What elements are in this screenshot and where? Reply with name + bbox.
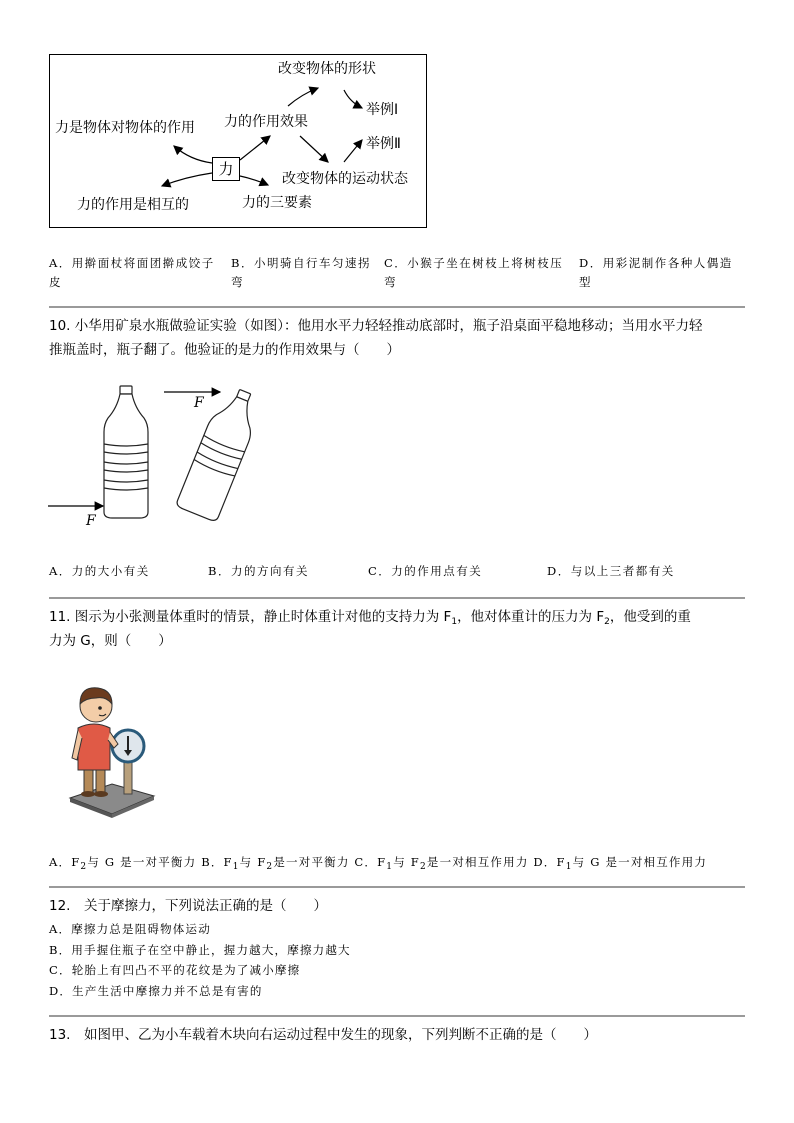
- q12-option-c[interactable]: C．轮胎上有凹凸不平的花纹是为了减小摩擦: [49, 963, 301, 977]
- arrow-to-mutual: [162, 173, 212, 186]
- q10-option-b[interactable]: B．力的方向有关: [208, 564, 309, 578]
- mindmap-change-motion: 改变物体的运动状态: [282, 171, 408, 187]
- q11-options: [49, 852, 707, 877]
- divider: [49, 597, 745, 599]
- q10-option-c[interactable]: C．力的作用点有关: [368, 564, 483, 578]
- arrow-to-effect: [240, 136, 270, 160]
- mindmap-definition: 力是物体对物体的作用: [55, 120, 195, 136]
- divider: [49, 1015, 745, 1017]
- mindmap-example1: 举例Ⅰ: [366, 102, 399, 118]
- q10-option-a[interactable]: A．力的大小有关: [49, 564, 150, 578]
- q11-stem-line1: 11. 图示为小张测量体重时的情景，静止时体重计对他的支持力为 $F_1$，他对体重计的压力为 $F_2$，他受到的重: [49, 609, 691, 627]
- q12-option-a[interactable]: A．摩擦力总是阻碍物体运动: [49, 922, 211, 936]
- q11-option-a[interactable]: A．$F_2$与 G 是一对平衡力: [49, 855, 197, 872]
- q11-option-d[interactable]: D．$F_1$与 G 是一对相互作用力: [533, 855, 708, 872]
- force-label-bottom: F: [86, 513, 96, 529]
- person: [72, 688, 118, 797]
- q12-stem: 12. 关于摩擦力，下列说法正确的是（ ）: [49, 898, 327, 914]
- mindmap-example2: 举例Ⅱ: [366, 136, 401, 152]
- bottles-figure: [40, 378, 270, 538]
- tilted-bottle: [175, 383, 265, 522]
- arrow-to-definition: [174, 146, 212, 163]
- arrow-to-change-motion: [300, 136, 328, 162]
- q11-option-c[interactable]: C．$F_1$与 $F_2$是一对相互作用力: [354, 855, 529, 872]
- q9-option-a[interactable]: A．用擀面杖将面团擀成饺子皮: [49, 256, 215, 289]
- arrow-to-change-shape: [288, 88, 318, 106]
- q9-option-b[interactable]: B．小明骑自行车匀速拐弯: [231, 256, 371, 289]
- scale-person-figure: [66, 684, 156, 824]
- q9-option-c[interactable]: C．小猴子坐在树枝上将树枝压弯: [384, 256, 564, 289]
- q11-stem-line2: 力为 G，则（ ）: [49, 633, 172, 649]
- q9-option-d[interactable]: D．用彩泥制作各种人偶造型: [579, 256, 733, 289]
- q12-option-b[interactable]: B．用手握住瓶子在空中静止，握力越大，摩擦力越大: [49, 943, 351, 957]
- mindmap-three-elements: 力的三要素: [242, 195, 312, 211]
- force-label-top: F: [194, 395, 204, 411]
- q13-stem: 13. 如图甲、乙为小车载着木块向右运动过程中发生的现象，下列判断不正确的是（ ）: [49, 1027, 597, 1043]
- scale-base: [70, 784, 154, 814]
- q10-option-d[interactable]: D．与以上三者都有关: [547, 564, 675, 578]
- arrow-to-example2: [344, 140, 362, 162]
- mindmap-change-shape: 改变物体的形状: [278, 61, 376, 77]
- q11-option-b[interactable]: B．$F_1$与 $F_2$是一对平衡力: [201, 855, 350, 872]
- q10-stem-line2: 推瓶盖时，瓶子翻了。他验证的是力的作用效果与（ ）: [49, 342, 400, 358]
- arrow-to-example1: [344, 90, 362, 108]
- upright-bottle: [104, 386, 148, 518]
- q10-stem-line1: 10. 小华用矿泉水瓶做验证实验（如图）：他用水平力轻轻推动底部时，瓶子沿桌面平稳地移动；当用水平力轻: [49, 318, 703, 334]
- mindmap-mutual: 力的作用是相互的: [77, 197, 189, 213]
- mindmap-effect: 力的作用效果: [224, 114, 308, 130]
- arrow-to-three-elements: [240, 176, 268, 185]
- mindmap-center: 力: [212, 157, 240, 181]
- divider: [49, 306, 745, 308]
- divider: [49, 886, 745, 888]
- q12-option-d[interactable]: D．生产生活中摩擦力并不总是有害的: [49, 984, 263, 998]
